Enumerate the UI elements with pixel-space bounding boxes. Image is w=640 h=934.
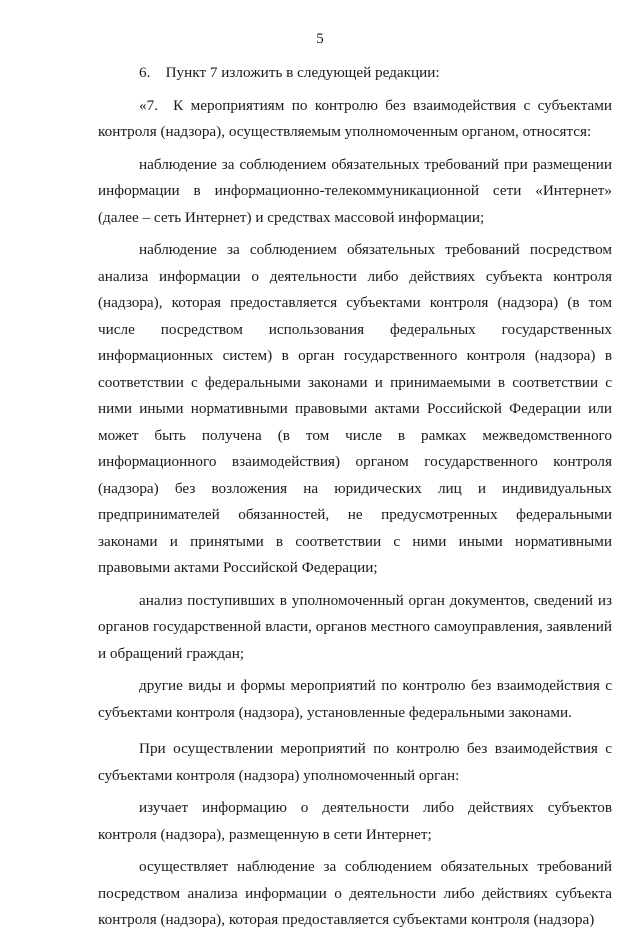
document-body (98, 60, 612, 934)
paragraph-item-7-intro: «7. К мероприятиям по контролю без взаимодействия с субъектами контроля (надзора), осуществляемым уполномоченным органом, относятся: (98, 96, 612, 140)
paragraph-studies-information: изучает информацию о деятельности либо действиях субъектов контроля (надзора), размещенную в сети Интернет; (98, 799, 612, 843)
paragraph-observation-internet: наблюдение за соблюдением обязательных требований при размещении информации в информационно-телекоммуникационной сети «Интернет» (далее – сеть Интернет) и средствах массовой информации; (98, 155, 612, 226)
page-number: 5 (316, 31, 324, 47)
paragraph-performs-observation: осуществляет наблюдение за соблюдением обязательных требований посредством анализа информации о деятельности либо действиях субъекта контроля (надзора), которая предоставляется субъектами контроля (надзора) (98, 858, 612, 928)
paragraph-document-analysis: анализ поступивших в уполномоченный орган документов, сведений из органов государственной власти, органов местного самоуправления, заявлений и обращений граждан; (98, 591, 612, 662)
paragraph-item-6: 6. Пункт 7 изложить в следующей редакции: (139, 64, 440, 81)
paragraph-observation-analysis: наблюдение за соблюдением обязательных требований посредством анализа информации о деятельности либо действиях субъекта контроля (надзора), которая предоставляется субъектами контроля (надзора) (в том числе посредством использования федеральных государственных информационных систем) в орган государственного контроля (надзора) в соответствии с федеральными законами и принимаемыми в соответствии с ними иными нормативными правовыми актами Российской Федерации или может быть получена (в том числе в рамках межведомственного информационного взаимодействия) органом государственного контроля (надзора) без возложения на юридических лиц и индивидуальных предпринимателей обязанностей, не предусмотренных федеральными законами и принятыми в соответствии с ними иными нормативными правовыми актами Российской Федерации; (98, 241, 612, 576)
paragraph-authority-actions-intro: При осуществлении мероприятий по контролю без взаимодействия с субъектами контроля (надзора) уполномоченный орган: (98, 740, 612, 784)
paragraph-other-measures: другие виды и формы мероприятий по контролю без взаимодействия с субъектами контроля (надзора), установленные федеральными законами. (98, 677, 612, 721)
